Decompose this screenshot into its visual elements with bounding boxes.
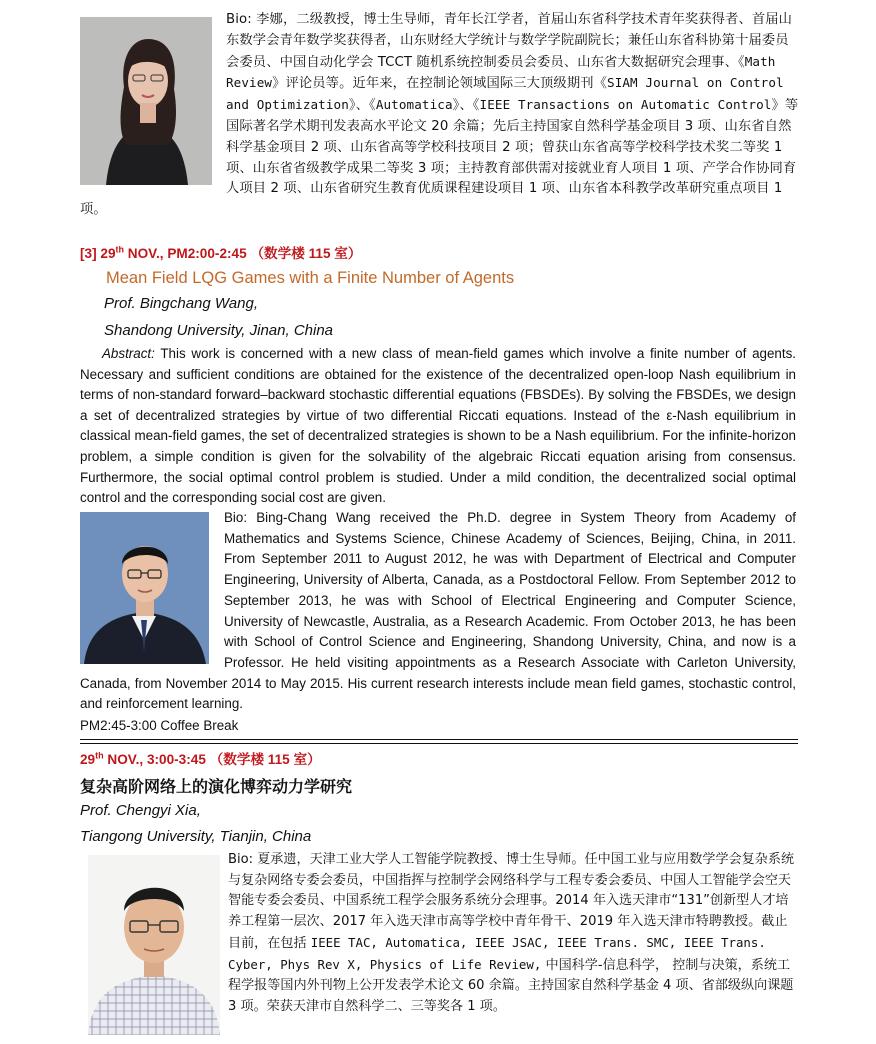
bio-text: 中国科学-信息科学， 控制与决策，系统工程学报等国内外刊物上公开发表学术论文 60 余篇。主持国家自然科学基金 4 项、省部级纵向课题 3 项。荣获天津市自然科学二、三等奖各 1 项。 [228,957,794,1014]
bio-text: Bio: 李娜，二级教授，博士生导师，青年长江学者，首届山东省科学技术青年奖获得者、首届山东数学会青年数学奖获得者，山东财经大学统计与数学学院副院长；兼任山东省科协第十届委员会委员、中国自动化学会 TCCT 随机系统控制委员会委员、山东省大数据研究会理事、《 [226,12,793,70]
bio-text: Bio: Bing-Chang Wang received the Ph.D. degree in System Theory from Academy of Mathematics and Systems Science, Chinese Academy of Sciences, Beijing, China, in 2011. From September 2011 to August 2012, he was with Department of Electrical and Computer Engineering, University of Alberta, Canada, as a Postdoctoral Fellow. From September 2012 to September 2013, he was with School of Electrical Engineering and Computer Science, University of Newcastle, Australia, as a Research Academic. From October 2013, he has been with School of Control Science and Engineering, Shandong University, China, and now is a Professor. He held visiting appointments as a Research Associate with Carleton University, Canada, from November 2014 to May 2015. His current research interests include mean field games, stochastic control, and reinforcement learning. [80,510,796,712]
session-header: 29th NOV., 3:00-3:45 （数学楼 115 室） [80,750,321,767]
divider [80,739,798,740]
speaker-affiliation: Tiangong University, Tianjin, China [80,828,312,845]
bio-text: 》等国际著名学术期刊发表高水平论文 20 余篇；先后主持国家自然科学基金项目 3 项、山东省自然科学基金项目 2 项、山东省高等学校科技项目 2 项；曾获山东省高等学校科学技术奖二等奖 1 项、山东省省级教学成果二等奖 3 项；主持教育部供需对接就业育人项目 1 项、产学合作协同育人项目 2 项、山东省研究生教育优质课程建设项目 1 项、山东省本科教学改革研究重点项目 1 项。 [80,98,799,218]
abstract-label: Abstract: [102,346,155,361]
bio-text: IEEE Transactions on Automatic Control [479,97,772,113]
speaker-name: Prof. Bingchang Wang, [104,295,258,312]
coffee-break: PM2:45-3:00 Coffee Break [80,718,239,733]
bio-text: Bio: 夏承遗，天津工业大学人工智能学院教授、博士生导师。任中国工业与应用数学学会复杂系统与复杂网络专委会委员，中国指挥与控制学会网络科学与工程专委会委员、中国人工智能学会空天智能专委会委员、中国系统工程学会服务系统分会理事。2014 年入选天津市“131”创新型人才培养工程第一层次、2017 年入选天津市高等学校中青年骨干、2019 年入选天津市特聘教授。截止目前，在包括 [228,852,795,951]
speaker-bio-chengyi-xia [80,850,796,1040]
bio-text: 》评论员等。近年来，在控制论领域国际三大顶级期刊《 [272,76,608,92]
session-header: [3] 29th NOV., PM2:00-2:45 （数学楼 115 室） [80,244,362,261]
speaker-bio-li-na [80,10,800,221]
bio-text: Math Review [226,53,776,91]
abstract-text: This work is concerned with a new class of mean-field games which involve a finite number of agents. Necessary and sufficient conditions are obtained for the existence of the decentralized open-loop Nash equilibrium in terms of non-standard forward–backward stochastic differential equations (FBSDEs). By solving the FBSDEs, we design a set of decentralized strategies by virtue of two differential Riccati equations. Instead of the ε-Nash equilibrium in classical mean-field games, the set of decentralized strategies is shown to be a Nash equilibrium. For the infinite-horizon problem, a simple condition is given for the solvability of the algebraic Riccati equation arising from consensus. Furthermore, the social optimal control problem is studied. Under a mild condition, the decentralized social optimal control and the corresponding social cost are given. [80,346,796,506]
speaker-affiliation: Shandong University, Jinan, China [104,322,334,339]
speaker-name: Prof. Chengyi Xia, [80,802,201,819]
bio-text: Automatica [375,97,453,113]
talk-abstract [80,344,796,509]
talk-title: Mean Field LQG Games with a Finite Number of Agents [106,269,515,287]
speaker-bio-bingchang-wang [80,508,796,715]
divider [80,743,798,744]
bio-text: 》、《 [348,98,376,114]
bio-text: SIAM Journal on Control and Optimization [226,75,784,113]
bio-text: IEEE TAC, Automatica, IEEE JSAC, IEEE Trans. SMC, IEEE Trans. Cyber, Phys Rev X, Physics of Life Review, [228,934,766,972]
bio-text: 》、《 [452,98,480,114]
talk-title: 复杂高阶网络上的演化博弈动力学研究 [80,777,353,796]
